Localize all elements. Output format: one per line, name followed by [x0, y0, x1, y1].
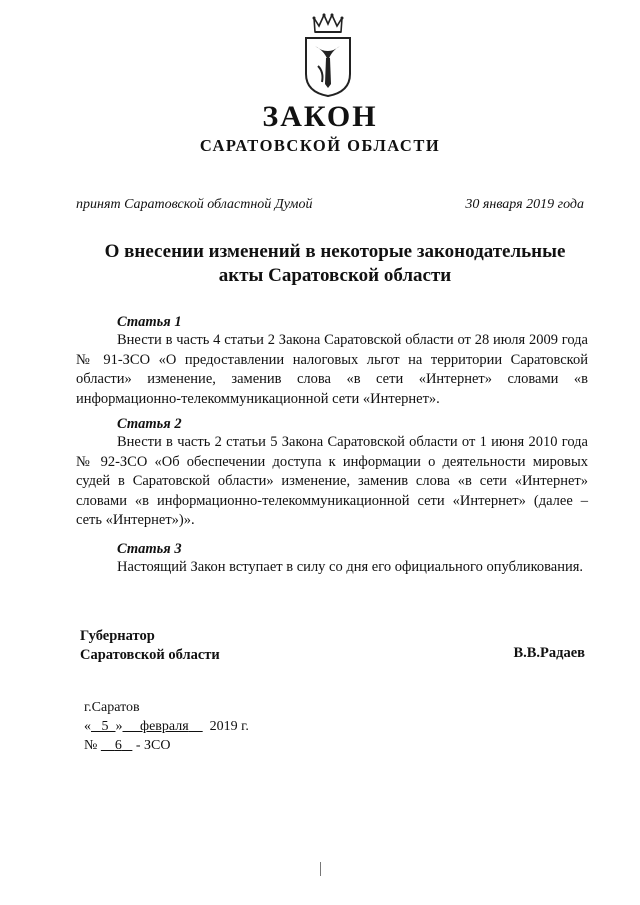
- article-1-title: Статья 1: [117, 314, 182, 330]
- signatory-name: В.В.Радаев: [513, 645, 585, 661]
- article-2-body: [76, 433, 588, 531]
- footer-city: г.Саратов: [84, 700, 140, 715]
- date-month: [123, 719, 203, 734]
- date-open-quote: «: [84, 719, 91, 734]
- number-value: 6: [114, 738, 122, 753]
- adopted-by: принят Саратовской областной Думой: [76, 197, 313, 212]
- article-2-text: Внести в часть 2 статьи 5 Закона Саратовской области от 1 июня 2010 года № 92-ЗСО «Об обеспечении доступа к информации о деятельности мировых судей в Саратовской области» изменение, заменив слова «в сети «Интернет» словами «в информационно-телекоммуникационной сети «Интернет» (далее – сеть «Интернет»)».: [76, 434, 588, 528]
- article-3-title: Статья 3: [117, 541, 182, 557]
- document-title: ЗАКОН: [262, 100, 378, 133]
- law-heading: [70, 240, 600, 288]
- signatory-position-line-2: Саратовской области: [80, 647, 220, 663]
- adopted-date: 30 января 2019 года: [465, 197, 584, 212]
- number-prefix: №: [84, 738, 98, 753]
- article-3-body: [76, 558, 588, 578]
- date-day: [91, 719, 116, 734]
- date-year: 2019 г.: [209, 719, 249, 734]
- date-day-value: 5: [101, 719, 109, 734]
- document-subtitle: САРАТОВСКОЙ ОБЛАСТИ: [199, 136, 441, 155]
- article-1-body: [76, 331, 588, 409]
- footer-number: [84, 736, 170, 756]
- article-2-title: Статья 2: [117, 416, 182, 432]
- date-close-quote: »: [115, 719, 123, 734]
- date-month-value: февраля: [140, 719, 189, 734]
- signatory-position-line-1: Губернатор: [80, 628, 155, 644]
- law-heading-line-2: акты Саратовской области: [218, 265, 452, 286]
- footer-date: [84, 717, 249, 737]
- page-mark: [320, 862, 321, 876]
- article-1-text: Внести в часть 4 статьи 2 Закона Саратовской области от 28 июля 2009 года № 91-ЗСО «О предоставлении налоговых льгот на территории Саратовской области» изменение, заменив слова «в сети «Интернет» словами «в информационно-телекоммуникационной сети «Интернет».: [76, 332, 588, 407]
- article-3-text: Настоящий Закон вступает в силу со дня его официального опубликования.: [117, 559, 584, 575]
- coat-of-arms-icon: [300, 12, 356, 98]
- number-suffix: - ЗСО: [135, 738, 171, 753]
- number-value-wrap: [101, 738, 133, 753]
- law-heading-line-1: О внесении изменений в некоторые законодательные: [104, 241, 566, 262]
